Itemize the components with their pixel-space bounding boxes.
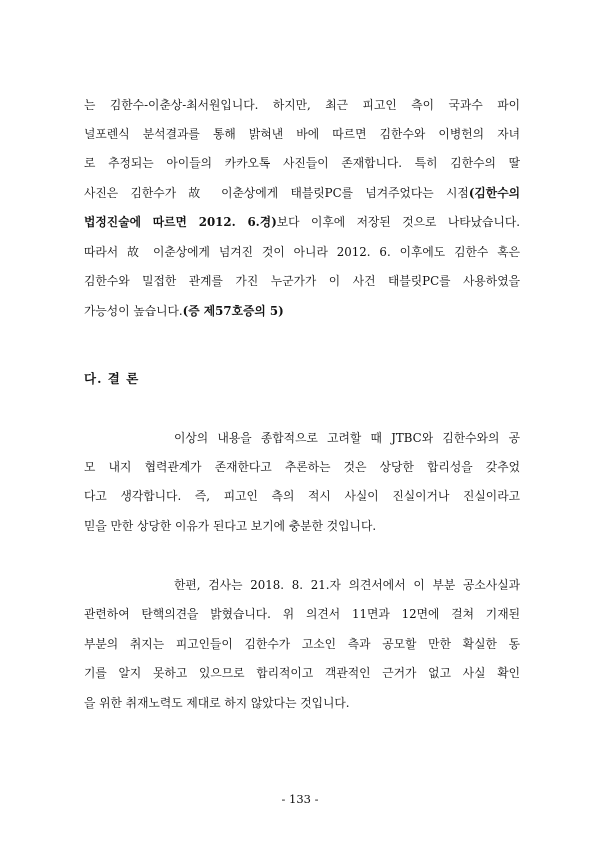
paragraph-line: 관련하여 탄핵의견을 밝혔습니다. 위 의견서 11면과 12면에 걸쳐 기재된: [84, 607, 520, 621]
paragraph-line: 기를 알지 못하고 있으므로 합리적이고 객관적인 근거가 없고 사실 확인: [84, 666, 520, 680]
paragraph-text: 보다 이후에 저장된 것으로 나타났습니다.: [276, 215, 520, 229]
paragraph-line: 믿을 만한 상당한 이유가 된다고 보기에 충분한 것입니다.: [84, 519, 377, 533]
paragraph-line: [84, 185, 520, 201]
paragraph-line: 로 추정되는 아이들의 카카오톡 사진들이 존재합니다. 특히 김한수의 딸: [84, 156, 520, 170]
paragraph-line: 모 내지 협력관계가 존재한다고 추론하는 것은 상당한 합리성을 갖추었: [84, 460, 520, 474]
page-number: - 133 -: [281, 792, 319, 806]
emphasis-text: (김한수의: [468, 186, 520, 200]
paragraph-line: 한편, 검사는 2018. 8. 21.자 의견서에서 이 부분 공소사실과: [174, 578, 520, 592]
paragraph-line: 이상의 내용을 종합적으로 고려할 때 JTBC와 김한수와의 공: [174, 431, 520, 445]
paragraph-line: 김한수와 밀접한 관계를 가진 누군가가 이 사건 태블릿PC를 사용하였을: [84, 274, 520, 288]
paragraph-line: 따라서 故 이춘상에게 넘겨진 것이 아니라 2012. 6. 이후에도 김한수 혹은: [84, 245, 520, 259]
emphasis-text: 법정진술에 따르면 2012. 6.경): [84, 215, 277, 229]
paragraph-line: [84, 214, 520, 230]
paragraph-line: 는 김한수-이춘상-최서원입니다. 하지만, 최근 피고인 측이 국과수 파이: [84, 98, 520, 112]
citation-text: (증 제57호증의 5): [182, 304, 284, 318]
paragraph-text: 사진은 김한수가 故 이춘상에게 태블릿PC를 넘겨주었다는 시점: [84, 186, 469, 200]
paragraph-line: 다고 생각합니다. 즉, 피고인 측의 적시 사실이 진실이거나 진실이라고: [84, 489, 520, 503]
paragraph-line: 널포렌식 분석결과를 통해 밝혀낸 바에 따르면 김한수와 이병헌의 자녀: [84, 127, 520, 141]
paragraph-line: 부분의 취지는 피고인들이 김한수가 고소인 측과 공모할 만한 확실한 동: [84, 637, 520, 651]
section-heading: 다. 결 론: [84, 371, 140, 386]
paragraph-text: 가능성이 높습니다.: [84, 304, 183, 318]
paragraph-line: [84, 303, 520, 319]
paragraph-line: 을 위한 취재노력도 제대로 하지 않았다는 것입니다.: [84, 696, 350, 710]
